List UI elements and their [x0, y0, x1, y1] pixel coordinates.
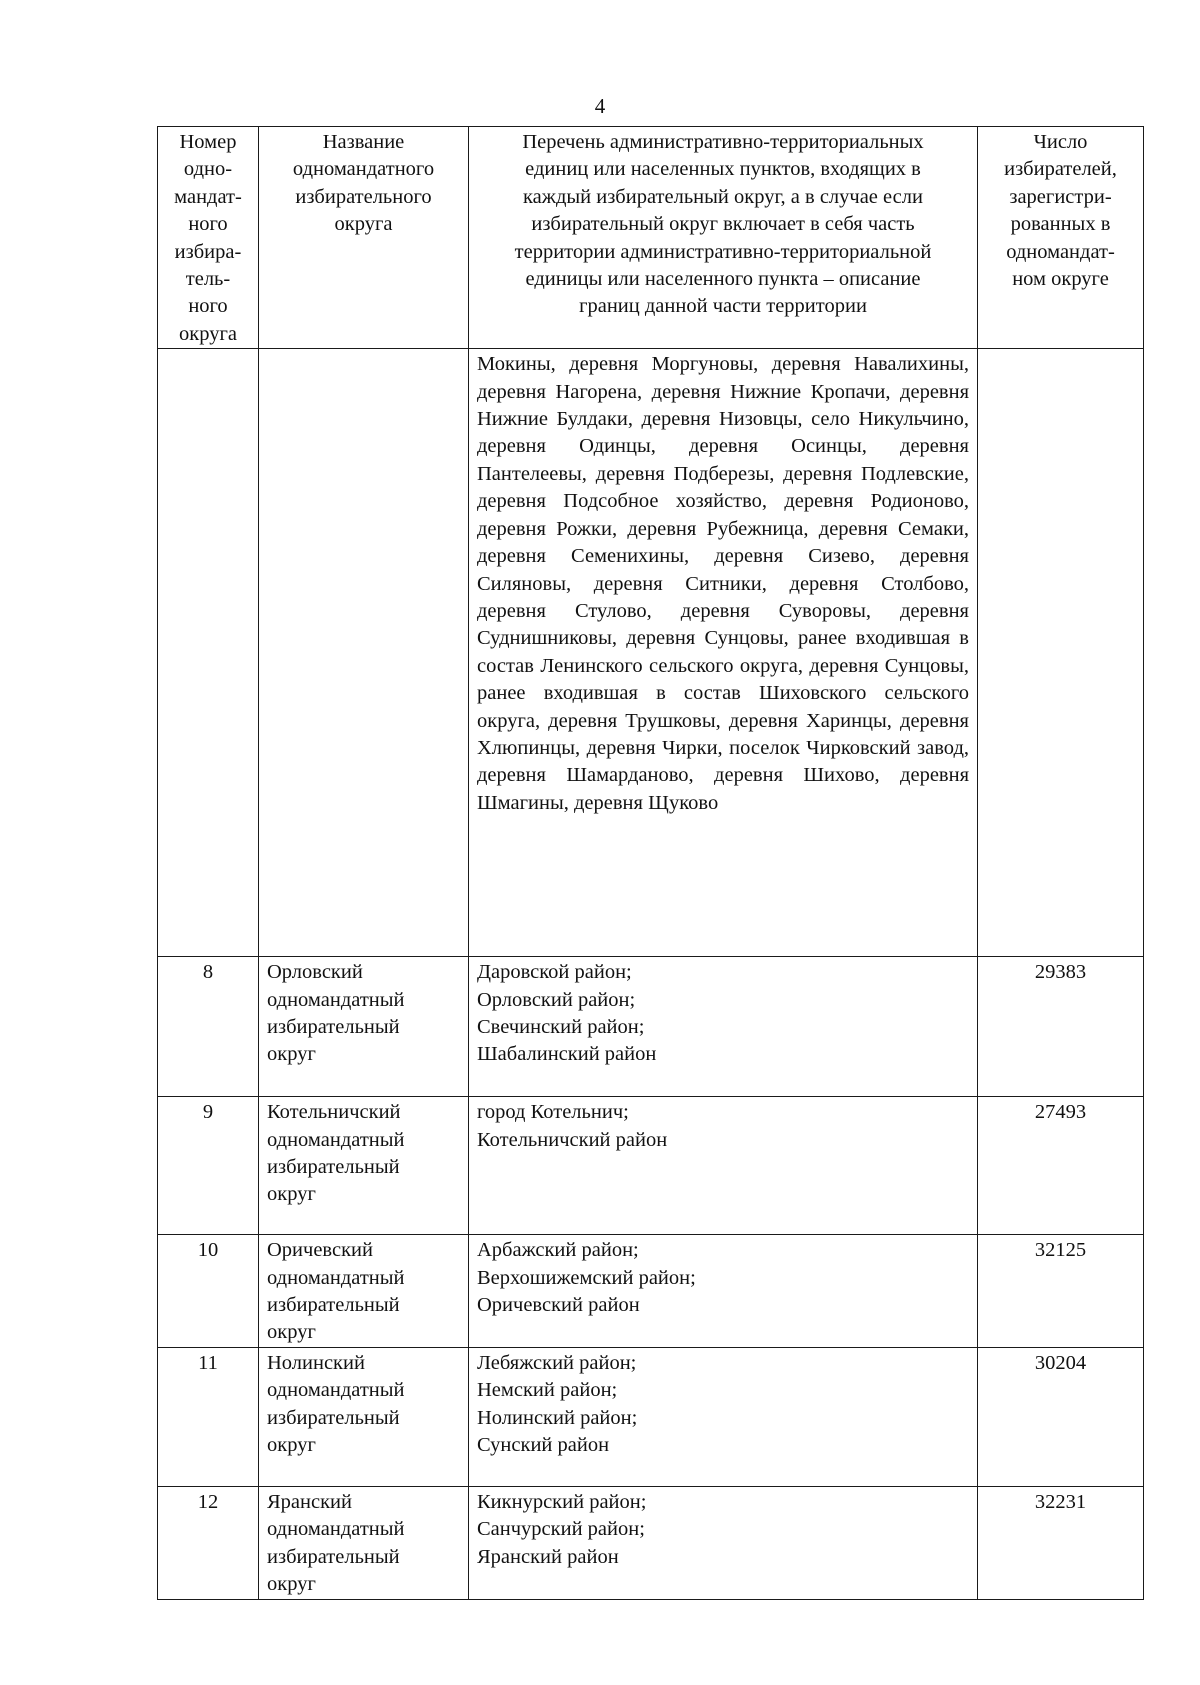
district-areas: Арбажский район; Верхошижемский район; Оричевский район — [469, 1235, 978, 1348]
continuation-voters-cell — [978, 349, 1144, 957]
district-name: Оричевский одномандатный избирательный округ — [259, 1235, 469, 1348]
table-row — [158, 1486, 1144, 1599]
header-name: Название одномандатного избирательного округа — [259, 127, 469, 349]
continuation-description — [469, 349, 978, 957]
continuation-text: Мокины, деревня Моргуновы, деревня Навалихины, деревня Нагорена, деревня Нижние Кропачи, деревня Нижние Булдаки, деревня Низовцы, село Никульчино, деревня Одинцы, деревня Осинцы, деревня Пантелеевы, деревня Подберезы, деревня Подлевские, деревня Подсобное хозяйство, деревня Родионово, деревня Рожки, деревня Рубежница, деревня Семаки, деревня Семенихины, деревня Сизево, деревня Силяновы, деревня Ситники, деревня Столбово, деревня Стулово, деревня Суворовы, деревня Суднишниковы, деревня Сунцовы, ранее входившая в состав Ленинского сельского округа, деревня Сунцовы, ранее входившая в состав Шиховского сельского округа, деревня Трушковы, деревня Харинцы, деревня Хлюпинцы, деревня Чирки, поселок Чирковский завод, деревня Шамарданово, деревня Шихово, деревня Шмагины, деревня Щуково — [477, 353, 969, 814]
district-voters: 27493 — [978, 1097, 1144, 1235]
districts-table — [157, 126, 1144, 1600]
header-voters: Число избирателей, зарегистри- рованных в одномандат- ном округе — [978, 127, 1144, 349]
district-areas: Кикнурский район; Санчурский район; Яранский район — [469, 1486, 978, 1599]
district-areas: Лебяжский район; Немский район; Нолинский район; Сунский район — [469, 1347, 978, 1486]
continuation-name-cell — [259, 349, 469, 957]
district-name: Нолинский одномандатный избирательный округ — [259, 1347, 469, 1486]
district-areas: город Котельнич; Котельничский район — [469, 1097, 978, 1235]
table-header-row — [158, 127, 1144, 349]
district-voters: 29383 — [978, 957, 1144, 1097]
header-number: Номер одно- мандат- ного избира- тель- ного округа — [158, 127, 259, 349]
district-number: 8 — [158, 957, 259, 1097]
continuation-row — [158, 349, 1144, 957]
district-number: 12 — [158, 1486, 259, 1599]
district-voters: 32125 — [978, 1235, 1144, 1348]
district-number: 9 — [158, 1097, 259, 1235]
table-row — [158, 1235, 1144, 1348]
district-number: 10 — [158, 1235, 259, 1348]
table-row — [158, 957, 1144, 1097]
table-row — [158, 1347, 1144, 1486]
continuation-number-cell — [158, 349, 259, 957]
page-number: 4 — [594, 94, 606, 118]
table-row — [158, 1097, 1144, 1235]
header-description: Перечень административно-территориальных единиц или населенных пунктов, входящих в каждый избирательный округ, а в случае если избирательный округ включает в себя часть территории административно-территориальной единицы или населенного пункта – описание границ данной части территории — [469, 127, 978, 349]
district-name: Орловский одномандатный избирательный округ — [259, 957, 469, 1097]
district-areas: Даровской район; Орловский район; Свечинский район; Шабалинский район — [469, 957, 978, 1097]
district-voters: 32231 — [978, 1486, 1144, 1599]
district-name: Котельничский одномандатный избирательный округ — [259, 1097, 469, 1235]
district-number: 11 — [158, 1347, 259, 1486]
district-name: Яранский одномандатный избирательный округ — [259, 1486, 469, 1599]
district-voters: 30204 — [978, 1347, 1144, 1486]
